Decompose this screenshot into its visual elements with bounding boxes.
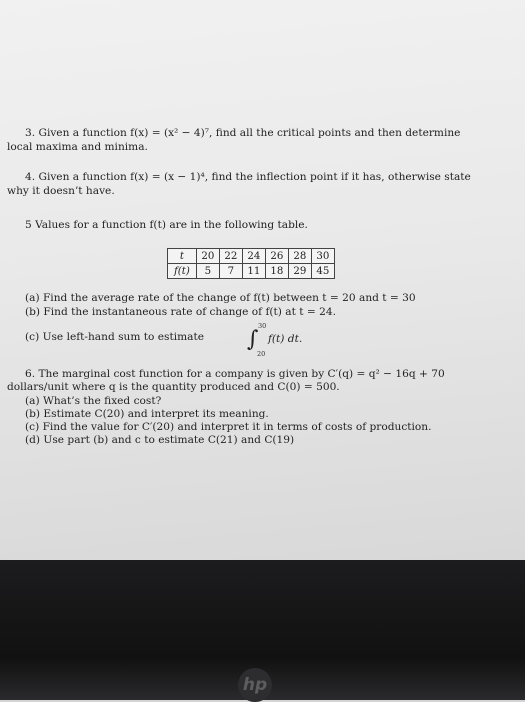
table-cell: 5	[196, 264, 219, 279]
q6-part-a: (a) What’s the fixed cost?	[25, 395, 162, 407]
q4-line2: why it doesn’t have.	[7, 185, 115, 197]
q6-line1: 6. The marginal cost function for a company is given by C′(q) = q² − 16q + 70	[25, 368, 445, 380]
q5-part-b: (b) Find the instantaneous rate of change of f(t) at t = 24.	[25, 306, 336, 318]
q6-part-b: (b) Estimate C(20) and interpret its meaning.	[25, 408, 269, 420]
table-cell: 18	[265, 264, 288, 279]
q4-line1: 4. Given a function f(x) = (x − 1)⁴, find the inflection point if it has, otherwise state	[25, 171, 471, 183]
integral-lower-limit: 20	[257, 350, 266, 358]
table-cell: 29	[288, 264, 311, 279]
values-table	[167, 248, 335, 279]
q5-intro: 5 Values for a function f(t) are in the following table.	[25, 219, 308, 231]
table-cell: 45	[311, 264, 334, 279]
table-header-t: t	[168, 249, 197, 264]
table-cell: 30	[311, 249, 334, 264]
table-cell: 11	[242, 264, 265, 279]
q3-line1: 3. Given a function f(x) = (x² − 4)⁷, find all the critical points and then determine	[25, 127, 461, 139]
table-row-t	[168, 249, 335, 264]
integrand: f(t) dt.	[268, 333, 303, 345]
hp-logo-icon: hp	[238, 668, 272, 702]
integral-upper-limit: 30	[258, 322, 267, 330]
table-cell: 26	[265, 249, 288, 264]
table-cell: 28	[288, 249, 311, 264]
table-header-f: f(t)	[168, 264, 197, 279]
q6-part-d: (d) Use part (b) and c to estimate C(21) and C(19)	[25, 434, 295, 446]
q5-part-a: (a) Find the average rate of the change of f(t) between t = 20 and t = 30	[25, 292, 416, 304]
table-cell: 20	[196, 249, 219, 264]
q6-line2: dollars/unit where q is the quantity produced and C(0) = 500.	[7, 381, 340, 393]
q6-part-c: (c) Find the value for C′(20) and interpret it in terms of costs of production.	[25, 421, 432, 433]
q5-part-c: (c) Use left-hand sum to estimate	[25, 331, 205, 343]
table-row-f	[168, 264, 335, 279]
table-cell: 22	[219, 249, 242, 264]
table-cell: 7	[219, 264, 242, 279]
table-cell: 24	[242, 249, 265, 264]
q3-line2: local maxima and minima.	[7, 141, 148, 153]
integral-sign: ∫	[247, 327, 259, 352]
